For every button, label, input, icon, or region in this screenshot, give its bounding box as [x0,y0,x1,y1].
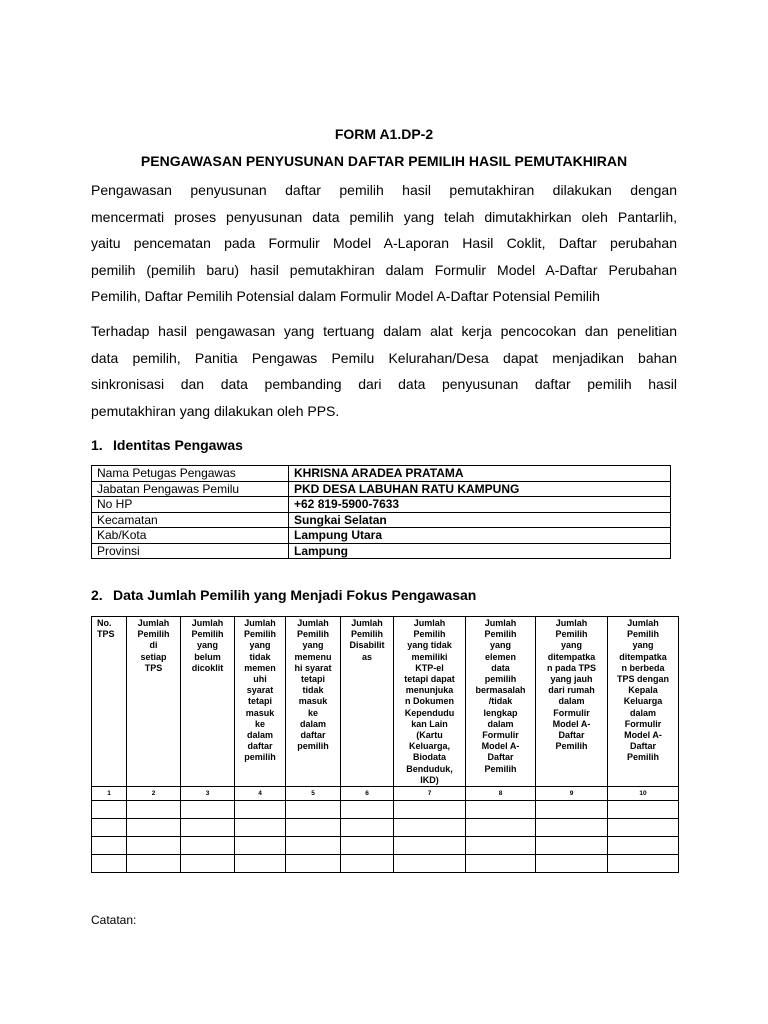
header-line: yang jauh [550,674,593,685]
form-title: FORM A1.DP-2 [334,126,434,142]
header-line: menunjuka [405,685,454,696]
header-line: dalam [558,696,585,707]
header-line: Biodata [412,752,446,763]
form-subtitle: PENGAWASAN PENYUSUNAN DAFTAR PEMILIH HASIL PEMUTAKHIRAN [140,153,628,169]
identity-label: No HP [92,497,289,513]
header-line: elemen [484,651,517,662]
header-line: tetapi [247,696,272,707]
header-line: n Dokumen [404,696,454,707]
paragraph-line: yaitu pencematan pada Formulir Model A-Laporan Hasil Coklit, Daftar perubahan [91,235,677,251]
identity-label: Jabatan Pengawas Pemilu [92,481,289,497]
identity-value: Sungkai Selatan [289,512,671,528]
paragraph-line: Pengawasan penyusunan daftar pemilih hasil pemutakhiran dilakukan dengan [91,182,677,198]
header-line: setiap [140,651,167,662]
header-line: Daftar [629,741,656,752]
header-line: ke [307,707,318,718]
column-header [92,617,127,787]
column-number: 2 [127,787,181,801]
header-line: Jumlah [297,618,329,628]
header-line: ditempatka [619,651,667,662]
header-line: Daftar [487,752,514,763]
table-row [92,481,671,497]
header-line: memenu [294,651,332,662]
header-line: yang [632,640,654,651]
blank-cell[interactable] [181,837,235,855]
identity-label: Kecamatan [92,512,289,528]
blank-cell[interactable] [394,819,466,837]
section-title: Data Jumlah Pemilih yang Menjadi Fokus Pengawasan [113,587,477,603]
blank-cell[interactable] [536,855,608,873]
header-line: syarat [246,685,274,696]
header-line: yang tidak [407,640,452,651]
header-line: belum [194,651,221,662]
second-paragraph [91,318,677,424]
header-line: Formulir [482,730,519,741]
blank-cell[interactable] [608,855,679,873]
header-line: ke [254,718,265,729]
identity-value: PKD DESA LABUHAN RATU KAMPUNG [289,481,671,497]
header-line: tidak [249,651,271,662]
blank-cell[interactable] [127,801,181,819]
header-line: uhi [253,674,267,685]
header-line: dalam [299,718,326,729]
blank-cell[interactable] [181,855,235,873]
header-line: yang [196,640,218,651]
header-line: as [361,651,372,662]
column-header [466,617,536,787]
table-row [92,855,679,873]
header-line: memen [244,662,276,673]
blank-cell[interactable] [286,837,341,855]
column-number: 9 [536,787,608,801]
identity-value: Lampung Utara [289,528,671,544]
column-number: 10 [608,787,679,801]
column-header [127,617,181,787]
voter-data-table [91,616,679,873]
blank-cell[interactable] [341,855,394,873]
table-row [92,543,671,559]
header-line: masuk [245,707,275,718]
header-line: tetapi [300,674,325,685]
header-line: Model A- [552,718,591,729]
header-line: Jumlah [484,618,517,628]
column-number: 8 [466,787,536,801]
identity-table [91,465,671,559]
paragraph-line: pemutakhiran yang dilakukan oleh PPS. [91,402,340,419]
blank-cell[interactable] [127,837,181,855]
blank-cell[interactable] [394,837,466,855]
header-line: No. [97,618,112,628]
section-title: Identitas Pengawas [113,437,243,453]
column-header [341,617,394,787]
column-header [286,617,341,787]
header-line: yang [560,640,582,651]
header-line: Benduduk, [406,763,453,774]
table-row [92,819,679,837]
header-line: dalam [246,730,273,741]
column-header [235,617,286,787]
identity-value: +62 819-5900-7633 [289,497,671,513]
header-line: di [149,640,158,651]
header-line: dari rumah [548,685,595,696]
header-line: Keluarga [623,696,663,707]
table-row [92,837,679,855]
blank-cell[interactable] [608,837,679,855]
blank-cell[interactable] [466,855,536,873]
header-line: (Kartu [416,730,443,741]
header-line: TPS [144,662,163,673]
table-row [92,801,679,819]
blank-cell[interactable] [235,837,286,855]
header-line: pemilih [484,674,517,685]
header-line: TPS [97,629,115,640]
blank-cell[interactable] [92,855,127,873]
blank-cell[interactable] [127,819,181,837]
header-line: hi syarat [294,662,332,673]
column-header [608,617,679,787]
header-line: pemilih [297,741,329,752]
blank-cell[interactable] [286,819,341,837]
column-number: 5 [286,787,341,801]
identity-label: Nama Petugas Pengawas [92,466,289,482]
blank-cell[interactable] [341,837,394,855]
paragraph-line: data pemilih, Panitia Pengawas Pemilu Kelurahan/Desa dapat menjadikan bahan [91,349,677,366]
blank-cell[interactable] [341,819,394,837]
header-line: KTP-el [415,662,444,673]
header-line: Jumlah [351,618,383,628]
header-line: Jumlah [191,618,224,628]
header-line: Pemilih [484,763,517,774]
column-header [536,617,608,787]
blank-cell[interactable] [536,837,608,855]
section-number: 1. [91,437,103,453]
header-line: Daftar [558,730,585,741]
column-number-row [92,787,679,801]
header-line: Pemilih [626,752,659,763]
identity-value: KHRISNA ARADEA PRATAMA [289,466,671,482]
column-header [394,617,466,787]
header-line: Model A- [481,741,520,752]
header-line: Jumlah [244,618,276,628]
header-line: Jumlah [555,618,588,628]
header-line: Pemilih [555,629,588,640]
header-line: Jumlah [413,618,446,628]
blank-cell[interactable] [466,819,536,837]
blank-cell[interactable] [341,801,394,819]
paragraph-line: Terhadap hasil pengawasan yang tertuang dalam alat kerja pencocokan dan penelitian [91,323,677,339]
header-line: IKD) [420,774,439,785]
header-line: memiliki [411,651,448,662]
header-line: Pemilih [626,629,659,640]
header-line: Pemilih [413,629,446,640]
table-body [92,787,679,873]
header-line: tetapi dapat [404,674,455,685]
header-line: dalam [487,718,514,729]
column-header [181,617,235,787]
identity-label: Kab/Kota [92,528,289,544]
blank-cell[interactable] [466,837,536,855]
header-line: Jumlah [627,618,659,628]
column-number: 3 [181,787,235,801]
header-line: n berbeda [621,662,665,673]
header-line: yang [489,640,511,651]
header-line: masuk [298,696,328,707]
header-line: Pemilih [243,629,276,640]
blank-cell[interactable] [127,855,181,873]
header-line: daftar [300,730,326,741]
header-line: Pemilih [191,629,224,640]
header-line: Pemilih [137,629,170,640]
header-line: ditempatka [547,651,596,662]
header-line: /tidak [488,696,513,707]
blank-cell[interactable] [181,801,235,819]
header-line: bermasalah [475,685,526,696]
header-line: Pemilih [484,629,517,640]
column-number: 7 [394,787,466,801]
blank-cell[interactable] [286,801,341,819]
paragraph-line: Pemilih, Daftar Pemilih Potensial dalam Formulir Model A-Daftar Potensial Pemilih [91,288,600,304]
section-heading-identitas [91,437,243,453]
header-line: tidak [302,685,324,696]
blank-cell[interactable] [92,837,127,855]
header-line: Pemilih [296,629,329,640]
section-heading-data-jumlah [91,587,476,603]
blank-cell[interactable] [286,855,341,873]
blank-cell[interactable] [394,855,466,873]
blank-cell[interactable] [536,819,608,837]
blank-cell[interactable] [92,819,127,837]
blank-cell[interactable] [235,801,286,819]
blank-cell[interactable] [92,801,127,819]
blank-cell[interactable] [608,819,679,837]
header-line: kan Lain [411,718,448,729]
table-row [92,528,671,544]
header-line: Model A- [624,730,662,741]
paragraph-line: pemilih (pemilih baru) hasil pemutakhiran dalam Formulir Model A-Daftar Perubahan [91,261,677,278]
blank-cell[interactable] [235,855,286,873]
blank-cell[interactable] [466,801,536,819]
header-line: dicoklit [191,662,224,673]
header-line: n pada TPS [546,662,596,673]
identity-value: Lampung [289,543,671,559]
table-row [92,497,671,513]
header-line: Keluarga, [408,741,450,752]
column-number: 1 [92,787,127,801]
header-line: Disabilit [349,640,385,651]
column-number: 6 [341,787,394,801]
note-label: Catatan: [91,913,137,927]
blank-cell[interactable] [235,819,286,837]
paragraph-line: mencermati proses penyusunan data pemilih yang telah dimutakhirkan oleh Pantarlih, [91,208,677,225]
identity-label: Provinsi [92,543,289,559]
header-line: dalam [629,707,656,718]
section-number: 2. [91,587,103,603]
header-line: Formulir [624,718,662,729]
blank-cell[interactable] [608,801,679,819]
table-header-row [92,617,679,787]
header-line: Kependudu [404,707,455,718]
table-row [92,512,671,528]
header-line: Pemilih [555,741,588,752]
column-number: 4 [235,787,286,801]
intro-paragraph [91,177,677,310]
table-row [92,466,671,482]
header-line: yang [302,640,324,651]
header-line: Kepala [628,685,658,696]
blank-cell[interactable] [536,801,608,819]
header-line: TPS dengan [616,674,669,685]
header-line: data [491,662,510,673]
paragraph-line: sinkronisasi dan data pembanding dari data penyusunan daftar pemilih hasil [91,376,677,392]
header-line: Pemilih [350,629,383,640]
blank-cell[interactable] [181,819,235,837]
header-line: pemilih [244,752,276,763]
header-line: lengkap [483,707,518,718]
header-line: Formulir [553,707,590,718]
header-line: daftar [247,741,273,752]
header-line: yang [249,640,271,651]
blank-cell[interactable] [394,801,466,819]
header-line: Jumlah [137,618,170,628]
